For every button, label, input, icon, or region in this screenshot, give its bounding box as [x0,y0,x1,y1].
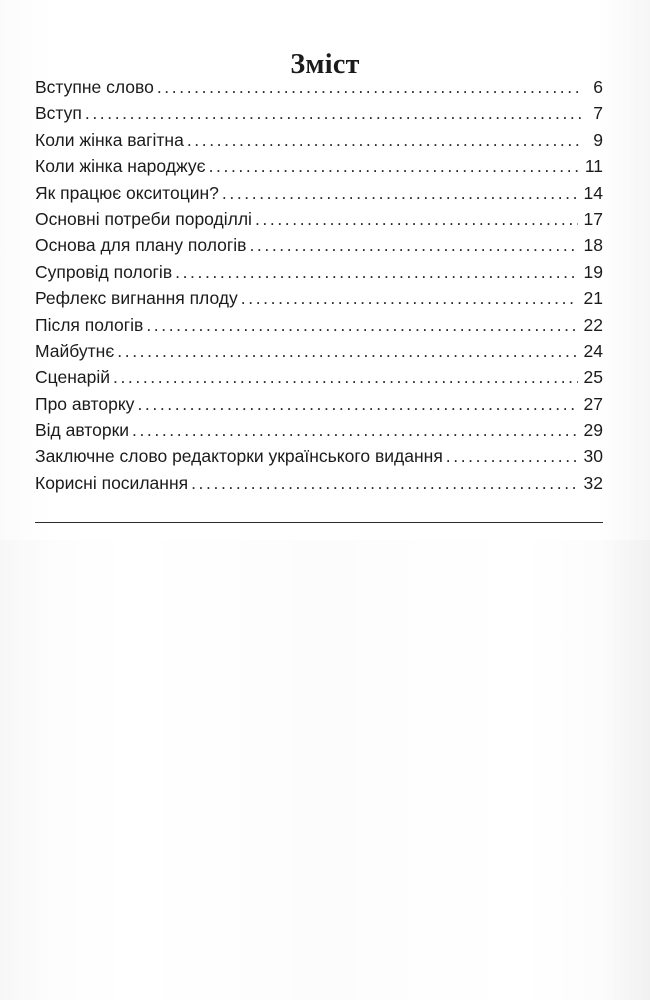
toc-leader-dots [137,391,577,417]
toc-entry [35,153,603,179]
toc-entry [35,285,603,311]
toc-entry-page-number: 14 [583,182,603,203]
toc-entry [35,232,603,258]
toc-leader-dots [446,443,578,469]
toc-entry-label: Основні потреби породіллі [35,208,252,229]
toc-entry-label: Після пологів [35,314,144,335]
toc-leader-dots [85,100,581,126]
toc-entry [35,74,603,100]
toc-entry-page-number: 24 [583,340,603,361]
toc-entry-page-number: 18 [583,235,603,256]
toc-entry-page-number: 19 [583,261,603,282]
toc-entry [35,312,603,338]
toc-leader-dots [249,232,577,258]
toc-leader-dots [113,364,578,390]
toc-leader-dots [187,127,581,153]
toc-entry-page-number: 32 [583,472,603,493]
toc-entry-page-number: 7 [593,103,603,124]
page-shading [0,540,650,1000]
toc-entry-page-number: 29 [583,420,603,441]
toc-entry-label: Вступ [35,103,82,124]
toc-entry-page-number: 25 [583,367,603,388]
toc-entry-page-number: 30 [583,446,603,467]
toc-leader-dots [175,259,577,285]
toc-entry-page-number: 6 [593,77,603,97]
page-title: Зміст [290,48,360,80]
toc-entry-label: Як працює окситоцин? [35,182,219,203]
toc-leader-dots [191,470,577,496]
toc-entry [35,443,603,469]
toc-leader-dots [209,153,579,179]
toc-leader-dots [241,285,578,311]
toc-entry-label: Майбутнє [35,340,115,361]
toc-entry [35,338,603,364]
bottom-rule [35,522,603,523]
toc-entry [35,470,603,496]
toc-leader-dots [132,417,578,443]
toc-entry-page-number: 9 [593,129,603,150]
toc-entry-label: Заключне слово редакторки українського видання [35,446,443,467]
toc-entry [35,259,603,285]
toc-entry-label: Коли жінка народжує [35,156,206,177]
toc-entry-page-number: 22 [583,314,603,335]
toc-entry [35,100,603,126]
toc-leader-dots [146,312,577,338]
toc-entry-label: Супровід пологів [35,261,173,282]
toc-entry-label: Від авторки [35,420,129,441]
toc-entry-label: Основа для плану пологів [35,235,247,256]
toc-entry-label: Коли жінка вагітна [35,129,184,150]
toc-entry-page-number: 27 [583,393,603,414]
toc-leader-dots [255,206,578,232]
toc-entry [35,127,603,153]
toc-entry [35,417,603,443]
toc-leader-dots [117,338,577,364]
toc-entry-label: Про авторку [35,393,135,414]
toc-entry [35,391,603,417]
toc-entry-page-number: 17 [583,208,603,229]
toc-entry-label: Вступне слово [35,77,154,97]
toc-entry-label: Корисні посилання [35,472,189,493]
toc-leader-dots [157,74,581,100]
toc-entry [35,364,603,390]
toc-entry [35,180,603,206]
toc-leader-dots [222,180,578,206]
toc-entry-page-number: 11 [584,156,603,177]
toc-entry-page-number: 21 [583,288,603,309]
toc-entry-label: Сценарій [35,367,110,388]
table-of-contents [35,74,603,496]
toc-entry [35,206,603,232]
toc-entry-label: Рефлекс вигнання плоду [35,288,238,309]
